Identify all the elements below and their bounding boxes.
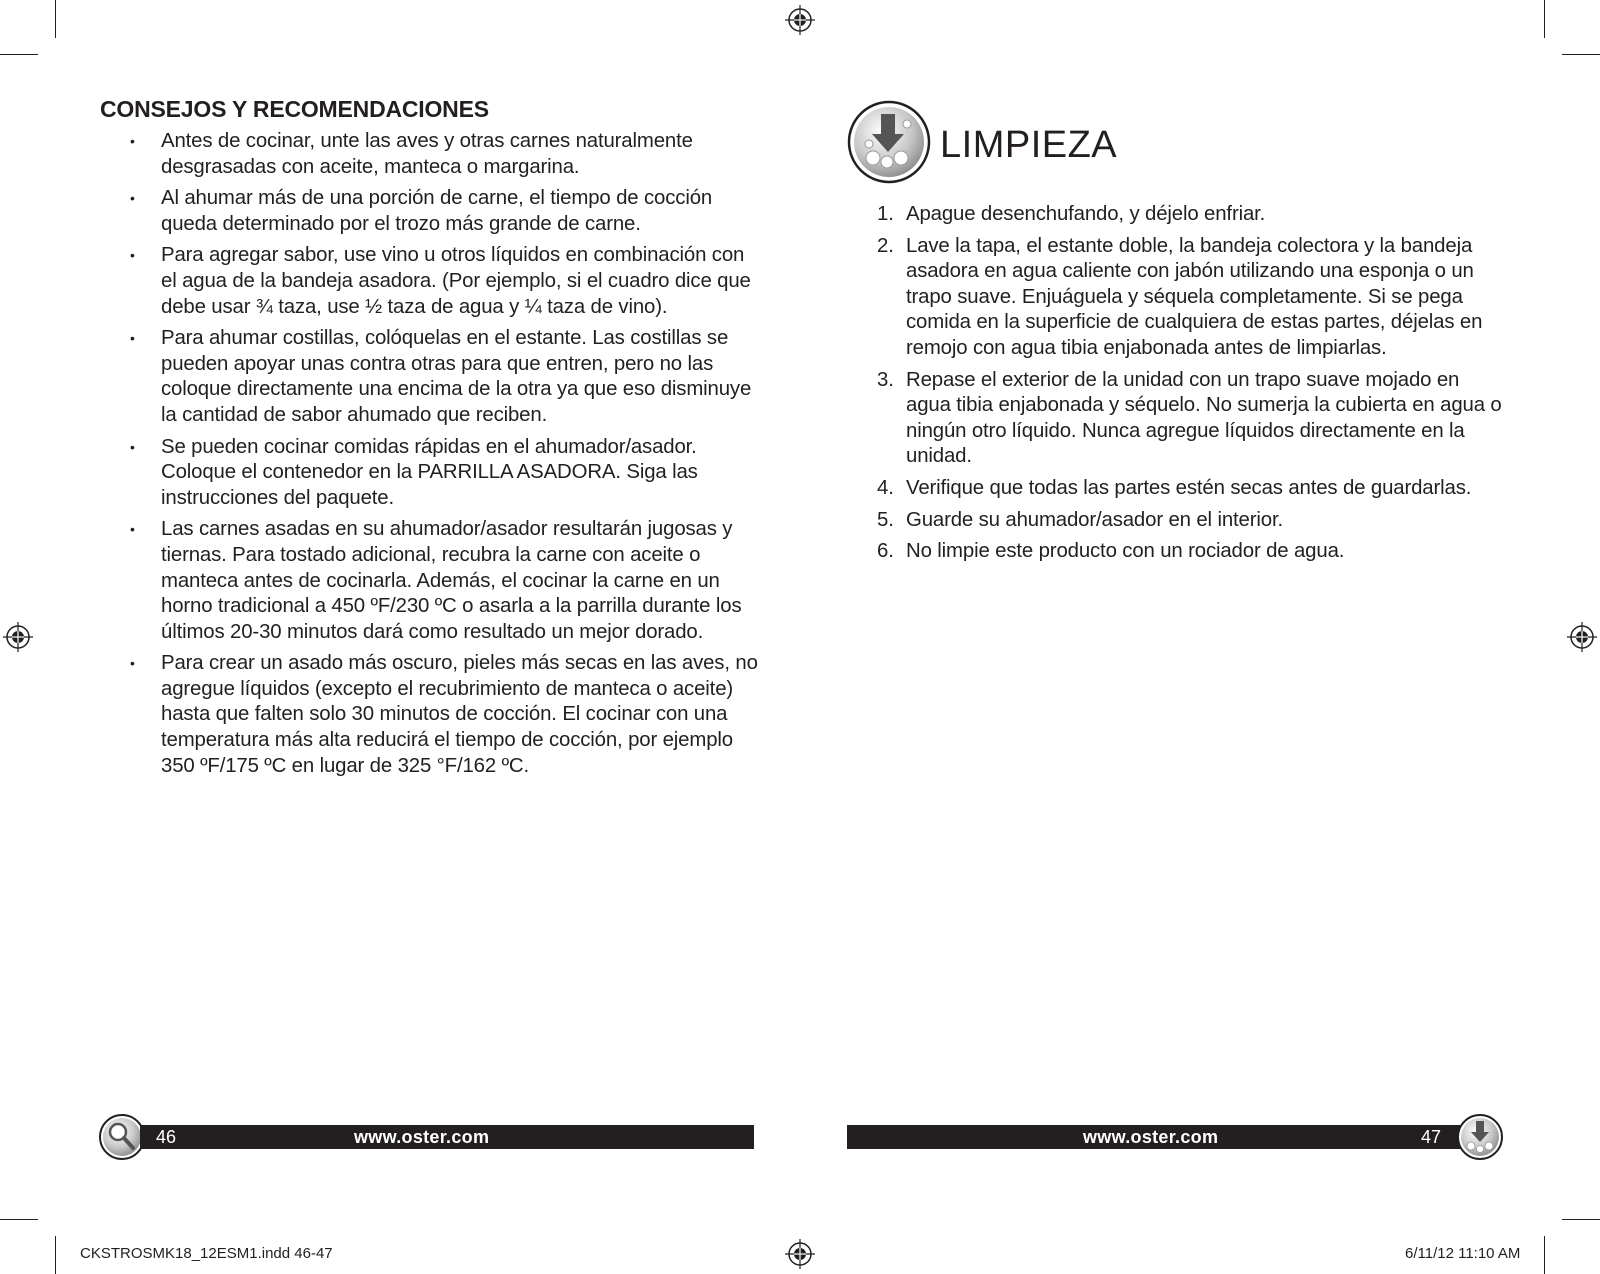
- crop-mark: [55, 0, 56, 38]
- step-number: 4.: [877, 476, 894, 499]
- step-number: 1.: [877, 203, 894, 225]
- steps-list: [847, 202, 1507, 565]
- tips-section: [100, 96, 760, 785]
- cleaning-section: [847, 100, 1507, 571]
- list-item: [100, 326, 760, 428]
- step-number: 3.: [877, 368, 894, 391]
- list-item: [847, 539, 1507, 565]
- slug-file: CKSTROSMK18_12ESM1.indd 46-47: [80, 1245, 333, 1262]
- slug-datetime: 6/11/12 11:10 AM: [1405, 1245, 1521, 1262]
- list-item: [847, 508, 1507, 534]
- crop-mark: [0, 54, 38, 55]
- bullet: •: [130, 438, 135, 455]
- list-item: [847, 368, 1507, 470]
- step-text: Guarde su ahumador/asador en el interior.: [906, 508, 1283, 531]
- step-number: 6.: [877, 540, 894, 563]
- step-text: No limpie este producto con un rociador de agua.: [906, 540, 1345, 563]
- page-number: 47: [1421, 1127, 1442, 1147]
- magnifier-icon: [98, 1113, 146, 1161]
- list-item: [847, 234, 1507, 362]
- footer-bar: [140, 1125, 754, 1149]
- crop-mark: [1562, 54, 1600, 55]
- list-item: [100, 129, 760, 180]
- list-item: [847, 476, 1507, 502]
- list-item: [100, 243, 760, 320]
- bullet: •: [130, 247, 135, 264]
- bullet: •: [130, 133, 135, 149]
- footer-url: www.oster.com: [354, 1127, 490, 1147]
- registration-mark-icon: [3, 622, 33, 652]
- crop-mark: [1544, 0, 1545, 38]
- crop-mark: [1562, 1219, 1600, 1220]
- tip-text: Para ahumar costillas, colóquelas en el estante. Las costillas se pueden apoyar unas contra otras para que entren, pero no las coloque directamente una encima de la otra ya que eso disminuye la cantidad de sabor ahumado que reciben.: [161, 327, 752, 426]
- tip-text: Al ahumar más de una porción de carne, el tiempo de cocción queda determinado por el trozo más grande de carne.: [161, 187, 713, 235]
- list-item: [100, 186, 760, 237]
- bullet: •: [130, 330, 135, 347]
- tip-text: Para agregar sabor, use vino u otros líquidos en combinación con el agua de la bandeja asadora. (Por ejemplo, si el cuadro dice que debe usar ¾ taza, use ½ taza de agua y ¼ taza de vino).: [161, 244, 751, 318]
- tip-text: Para crear un asado más oscuro, pieles más secas en las aves, no agregue líquidos (excepto el recubrimiento de manteca o aceite) hasta que falten solo 30 minutos de cocción. El cocinar con una temperatura más alta reducirá el tiempo de cocción, por ejemplo 350 ºF/175 ºC en lugar de 325 °F/162 ºC.: [161, 652, 758, 777]
- footer-bar: [847, 1125, 1461, 1149]
- crop-mark: [0, 1219, 38, 1220]
- cleaning-arrow-bubbles-icon: [1456, 1113, 1504, 1161]
- registration-mark-icon: [785, 1239, 815, 1269]
- tip-text: Se pueden cocinar comidas rápidas en el ahumador/asador. Coloque el contenedor en la PARRILLA ASADORA. Siga las instrucciones del paquete.: [161, 435, 698, 509]
- step-text: Apague desenchufando, y déjelo enfriar.: [906, 203, 1266, 225]
- list-item: [100, 651, 760, 779]
- bullet: •: [130, 655, 135, 672]
- tips-list: [100, 129, 760, 779]
- list-item: [100, 517, 760, 645]
- section-heading: CONSEJOS Y RECOMENDACIONES: [100, 96, 489, 122]
- registration-mark-icon: [785, 5, 815, 35]
- bullet: •: [130, 190, 135, 207]
- list-item: [847, 202, 1507, 228]
- tip-text: Las carnes asadas en su ahumador/asador resultarán jugosas y tiernas. Para tostado adicional, recubra la carne con aceite o manteca antes de cocinarla. Además, el cocinar la carne en un horno tradicional a 450 ºF/230 ºC o asarla a la parrilla durante los últimos 20-30 minutos dará como resultado un mejor dorado.: [161, 518, 742, 643]
- crop-mark: [1544, 1236, 1545, 1274]
- page-number: 46: [156, 1127, 177, 1147]
- section-header: [847, 100, 1507, 196]
- tip-text: Antes de cocinar, unte las aves y otras carnes naturalmente desgrasadas con aceite, manteca o margarina.: [161, 130, 693, 178]
- bullet: •: [130, 521, 135, 538]
- cleaning-arrow-bubbles-icon: [847, 100, 931, 184]
- registration-mark-icon: [1567, 622, 1597, 652]
- page-title: LIMPIEZA: [940, 124, 1118, 166]
- step-number: 2.: [877, 234, 894, 257]
- step-text: Verifique que todas las partes estén secas antes de guardarlas.: [906, 476, 1472, 499]
- list-item: [100, 435, 760, 512]
- step-text: Lave la tapa, el estante doble, la bandeja colectora y la bandeja asadora en agua caliente con jabón utilizando una esponja o un trapo suave. Enjuáguela y séquela completamente. Si se pega comida en la superficie de cualquiera de estas partes, déjelas en remojo con agua tibia enjabonada antes de limpiarlas.: [906, 234, 1483, 359]
- step-text: Repase el exterior de la unidad con un trapo suave mojado en agua tibia enjabonada y séquelo. No sumerja la cubierta en agua o ningún otro líquido. Nunca agregue líquidos directamente en la unidad.: [906, 368, 1502, 468]
- crop-mark: [55, 1236, 56, 1274]
- footer-url: www.oster.com: [1083, 1127, 1219, 1147]
- step-number: 5.: [877, 508, 894, 531]
